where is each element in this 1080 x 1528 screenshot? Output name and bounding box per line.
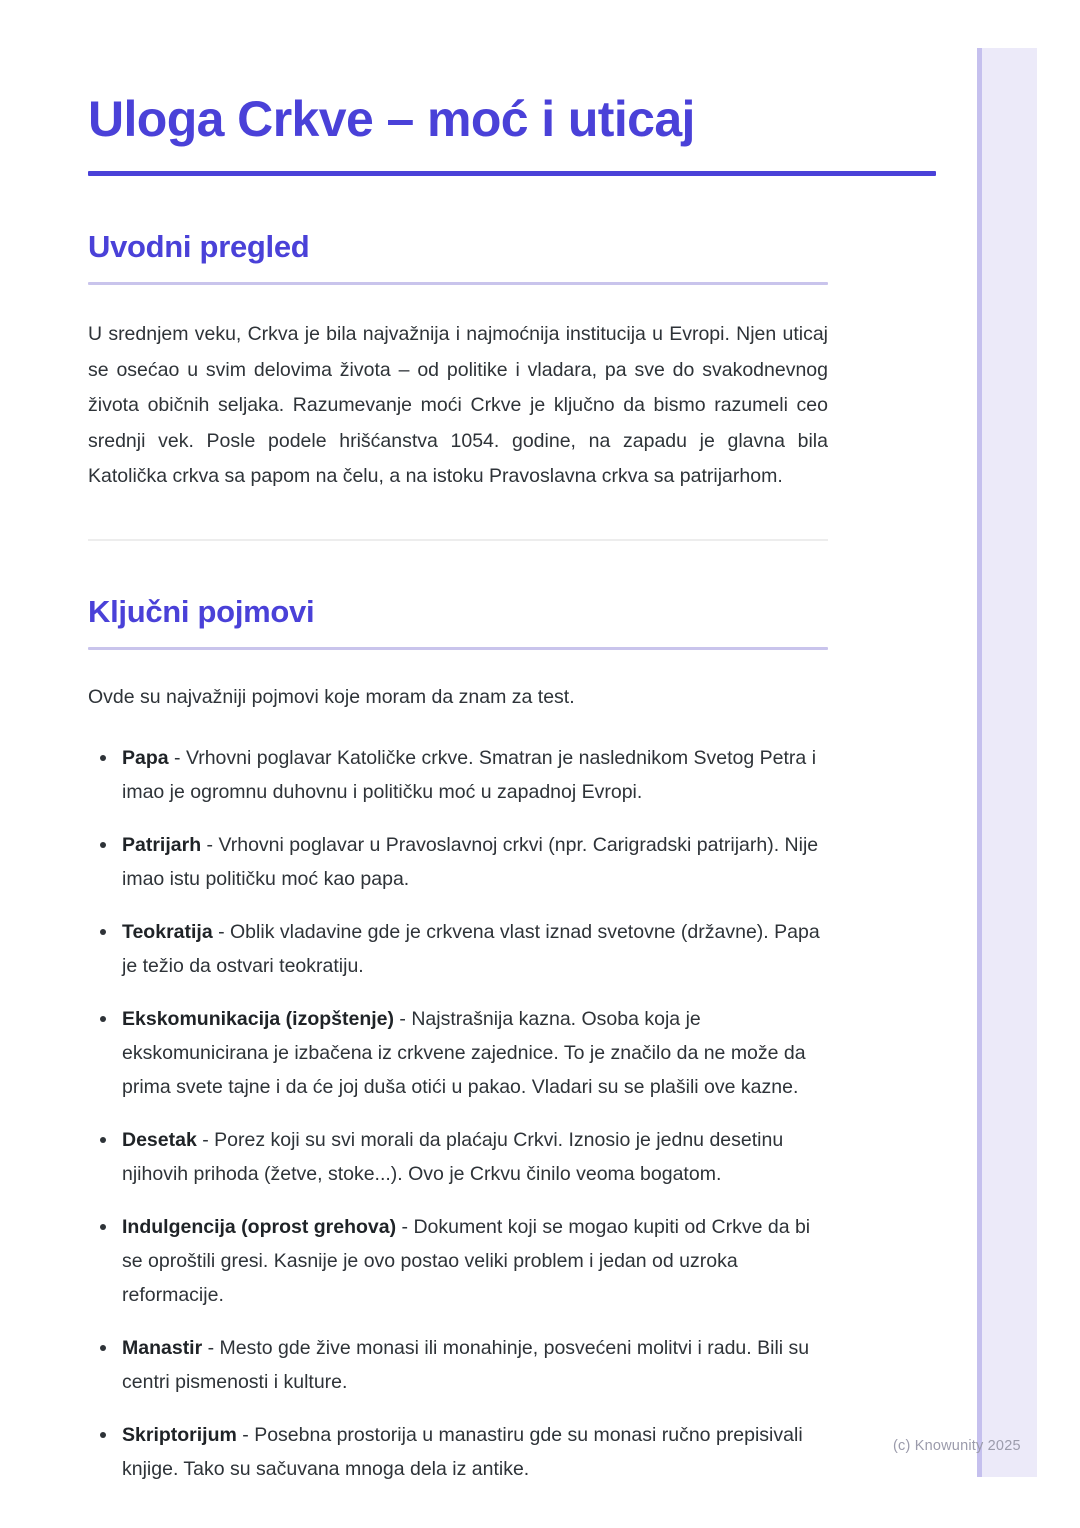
list-item [88, 1331, 828, 1399]
term-label: Papa [122, 747, 169, 770]
section-kljucni-pojmovi [88, 593, 936, 1487]
bullet-dot-icon [100, 1345, 106, 1351]
term-definition: - Oblik vladavine gde je crkvena vlast iznad svetovne (državne). Papa je težio da ostvari teokratiju. [122, 921, 820, 978]
term-definition: - Dokument koji se mogao kupiti od Crkve da bi se oproštili gresi. Kasnije je ovo postao veliki problem i jedan od uzroka reformacije. [122, 1216, 811, 1307]
bullet-dot-icon [100, 929, 106, 935]
term-definition: - Vrhovni poglavar Katoličke crkve. Smatran je naslednikom Svetog Petra i imao je ogromnu duhovnu i političku moć u zapadnoj Evropi. [122, 747, 817, 804]
key-terms-list [88, 741, 828, 1486]
list-item [88, 828, 828, 896]
bullet-dot-icon [100, 842, 106, 848]
document-content [88, 0, 936, 1486]
list-item [88, 1210, 828, 1312]
term-label: Indulgencija (oprost grehova) [122, 1216, 397, 1239]
term-label: Teokratija [122, 921, 213, 944]
list-item [88, 741, 828, 809]
term-definition: - Vrhovni poglavar u Pravoslavnoj crkvi (npr. Carigradski patrijarh). Nije imao istu političku moć kao papa. [122, 834, 819, 891]
term-definition: - Mesto gde žive monasi ili monahinje, posvećeni molitvi i radu. Bili su centri pismenosti i kulture. [122, 1337, 810, 1394]
term-definition: - Najstrašnija kazna. Osoba koja je ekskomunicirana je izbačena iz crkvene zajednice. To je značilo da ne može da prima svete tajne i da će joj duša otići u pakao. Vladari su se plašili ove kazne. [122, 1008, 806, 1099]
term-label: Manastir [122, 1337, 203, 1360]
list-item [88, 1123, 828, 1191]
term-label: Desetak [122, 1129, 197, 1152]
term-label: Patrijarh [122, 834, 202, 857]
list-item [88, 1418, 828, 1486]
key-terms-intro: Ovde su najvažniji pojmovi koje moram da znam za test. [88, 685, 575, 708]
right-decorative-panel [977, 48, 1037, 1477]
bullet-dot-icon [100, 1137, 106, 1143]
section-heading-kljucni-pojmovi: Ključni pojmovi [88, 593, 315, 629]
term-definition: - Porez koji su svi morali da plaćaju Crkvi. Iznosio je jednu desetinu njihovih prihoda (žetve, stoke...). Ovo je Crkvu činilo veoma bogatom. [122, 1129, 784, 1186]
bullet-dot-icon [100, 755, 106, 761]
list-item [88, 1002, 828, 1104]
bullet-dot-icon [100, 1224, 106, 1230]
term-label: Skriptorijum [122, 1424, 237, 1447]
intro-paragraph: U srednjem veku, Crkva je bila najvažnija i najmoćnija institucija u Evropi. Njen uticaj se osećao u svim delovima života – od politike i vladara, pa sve do svakodnevnog života običnih seljaka. Razumevanje moći Crkve je ključno da bismo razumeli ceo srednji vek. Posle podele hrišćanstva 1054. godine, na zapadu je glavna bila Katolička crkva sa papom na čelu, a na istoku Pravoslavna crkva sa patrijarhom. [88, 323, 828, 488]
bullet-dot-icon [100, 1432, 106, 1438]
bullet-dot-icon [100, 1016, 106, 1022]
list-item [88, 915, 828, 983]
copyright-watermark: (c) Knowunity 2025 [893, 1438, 1021, 1454]
section-heading-uvodni-pregled: Uvodni pregled [88, 229, 310, 264]
term-label: Ekskomunikacija (izopštenje) [122, 1008, 395, 1031]
page-title: Uloga Crkve – moć i uticaj [88, 91, 695, 147]
term-definition: - Posebna prostorija u manastiru gde su monasi ručno prepisivali knjige. Tako su sačuvana mnoga dela iz antike. [122, 1424, 803, 1481]
section-uvodni-pregled [88, 228, 936, 495]
